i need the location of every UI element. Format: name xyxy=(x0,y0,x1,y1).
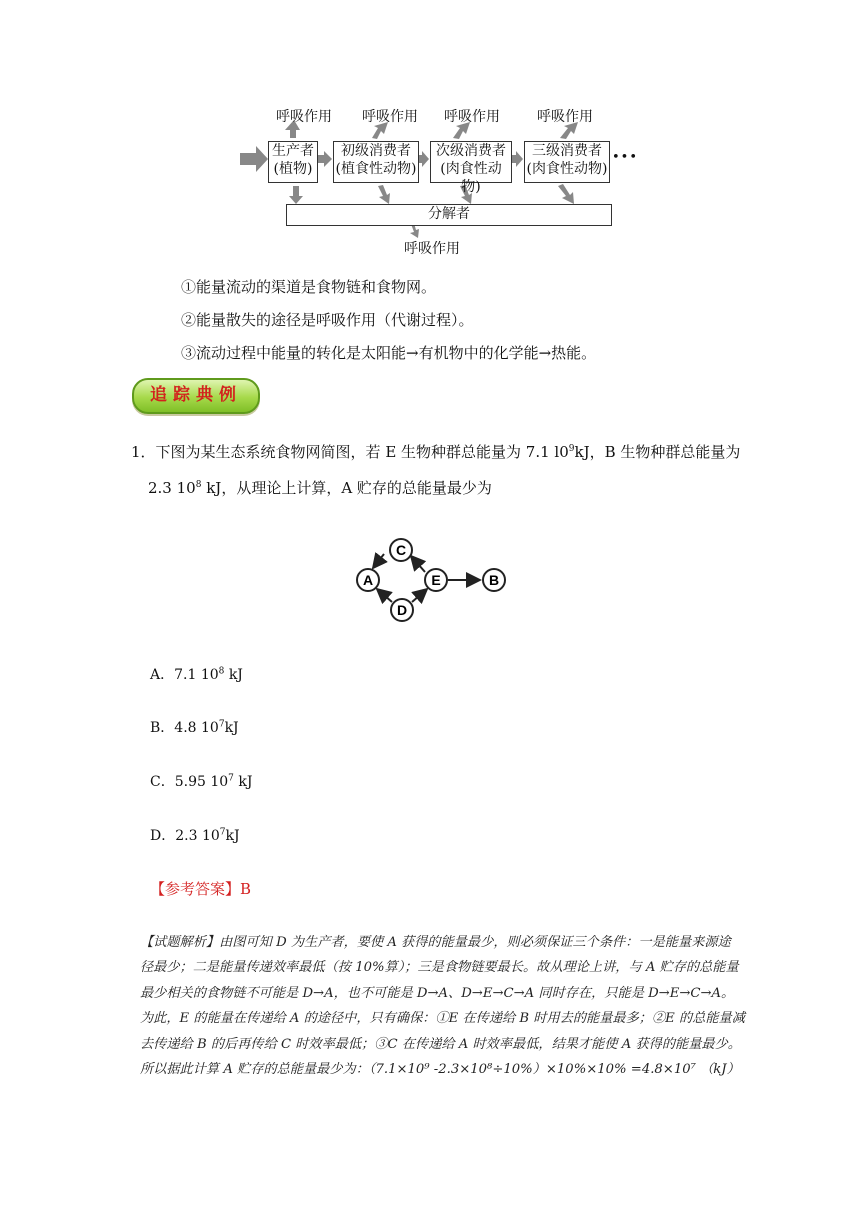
answer-value: B xyxy=(240,880,252,898)
respiration-label-2: 呼吸作用 xyxy=(362,109,418,125)
primary-consumer-name: 初级消费者 xyxy=(341,143,411,159)
analysis-line-2: 径最少；二是能量传递效率最低（按 10%算）；三是食物链要最长。故从理论上讲，与 A 贮存的总能量 xyxy=(140,960,739,976)
food-web-diagram xyxy=(350,532,520,628)
producer-desc: (植物) xyxy=(273,161,313,177)
secondary-consumer-box xyxy=(430,141,512,195)
node-a-label: A xyxy=(362,572,374,588)
edge-c-a xyxy=(373,554,384,568)
tertiary-consumer-box xyxy=(524,141,610,183)
reference-answer xyxy=(150,878,251,899)
respiration-label-3: 呼吸作用 xyxy=(444,109,500,125)
node-d-label: D xyxy=(396,602,408,618)
node-b-label: B xyxy=(488,572,500,588)
respiration-label-4: 呼吸作用 xyxy=(537,109,593,125)
decomposer-box xyxy=(286,204,612,226)
analysis-block xyxy=(140,930,745,1082)
analysis-line-4: 为此，E 的能量在传递给 A 的途径中，只有确保：①E 在传递给 B 时用去的能量最多；②E 的总能量减 xyxy=(140,1011,745,1027)
section-badge-label: 追踪典例 xyxy=(150,385,242,405)
option-d[interactable]: D．2.3 $10^7kJ$ xyxy=(150,827,240,844)
primary-consumer-box xyxy=(333,141,419,183)
answer-label: 【参考答案】 xyxy=(150,880,241,898)
analysis-line-5: 去传递给 B 的后再传给 C 时效率最低；③C 在传递给 A 时效率最低，结果才能使 A 获得的能量最少。 xyxy=(140,1036,741,1052)
option-c[interactable]: C．5.95 $10^7$ kJ xyxy=(150,773,253,790)
node-c-label: C xyxy=(395,542,407,558)
primary-consumer-desc: (植食性动物) xyxy=(335,161,417,177)
flow-ellipsis: ••• xyxy=(612,150,639,165)
question-line-1: 1．下图为某生态系统食物网简图，若 E 生物种群总能量为 7.1 $l0^9kJ$，B 生物种群总能量为 xyxy=(131,443,741,461)
secondary-consumer-desc: (肉食性动物) xyxy=(440,161,502,195)
note-3: ③流动过程中能量的转化是太阳能→有机物中的化学能→热能。 xyxy=(181,344,597,362)
note-1: ①能量流动的渠道是食物链和食物网。 xyxy=(181,278,437,296)
edge-e-c xyxy=(411,556,425,572)
analysis-line-6: 所以据此计算 A 贮存的总能量最少为：（7.1×10⁹ -2.3×10⁸÷10%）×10%×10% =4.8×10⁷ （kJ） xyxy=(140,1062,740,1078)
edge-d-a xyxy=(377,589,392,602)
question-line-2: 2.3 $10^8$ kJ，从理论上计算，A 贮存的总能量最少为 xyxy=(148,479,492,497)
edge-d-e xyxy=(412,589,427,602)
note-2: ②能量散失的途径是呼吸作用（代谢过程）。 xyxy=(181,311,474,329)
decomposer-label: 分解者 xyxy=(428,206,470,222)
node-e-label: E xyxy=(431,572,441,588)
option-b[interactable]: B．4.8 $10^7kJ$ xyxy=(150,719,239,736)
secondary-consumer-name: 次级消费者 xyxy=(436,143,506,159)
section-badge xyxy=(132,378,260,414)
tertiary-consumer-desc: (肉食性动物) xyxy=(526,161,608,177)
producer-box xyxy=(268,141,318,183)
producer-name: 生产者 xyxy=(272,143,314,159)
respiration-label-bottom: 呼吸作用 xyxy=(404,241,460,257)
analysis-line-1: 【试题解析】由图可知 D 为生产者，要使 A 获得的能量最少，则必须保证三个条件：一是能量来源途 xyxy=(140,935,731,950)
analysis-line-3: 最少相关的食物链不可能是 D→A，也不可能是 D→A、D→E→C→A 同时存在，只能是 D→E→C→A。 xyxy=(140,985,735,1001)
option-a[interactable]: A．7.1 $10^8$ kJ xyxy=(150,666,243,683)
respiration-label-1: 呼吸作用 xyxy=(276,109,332,125)
tertiary-consumer-name: 三级消费者 xyxy=(532,143,602,159)
